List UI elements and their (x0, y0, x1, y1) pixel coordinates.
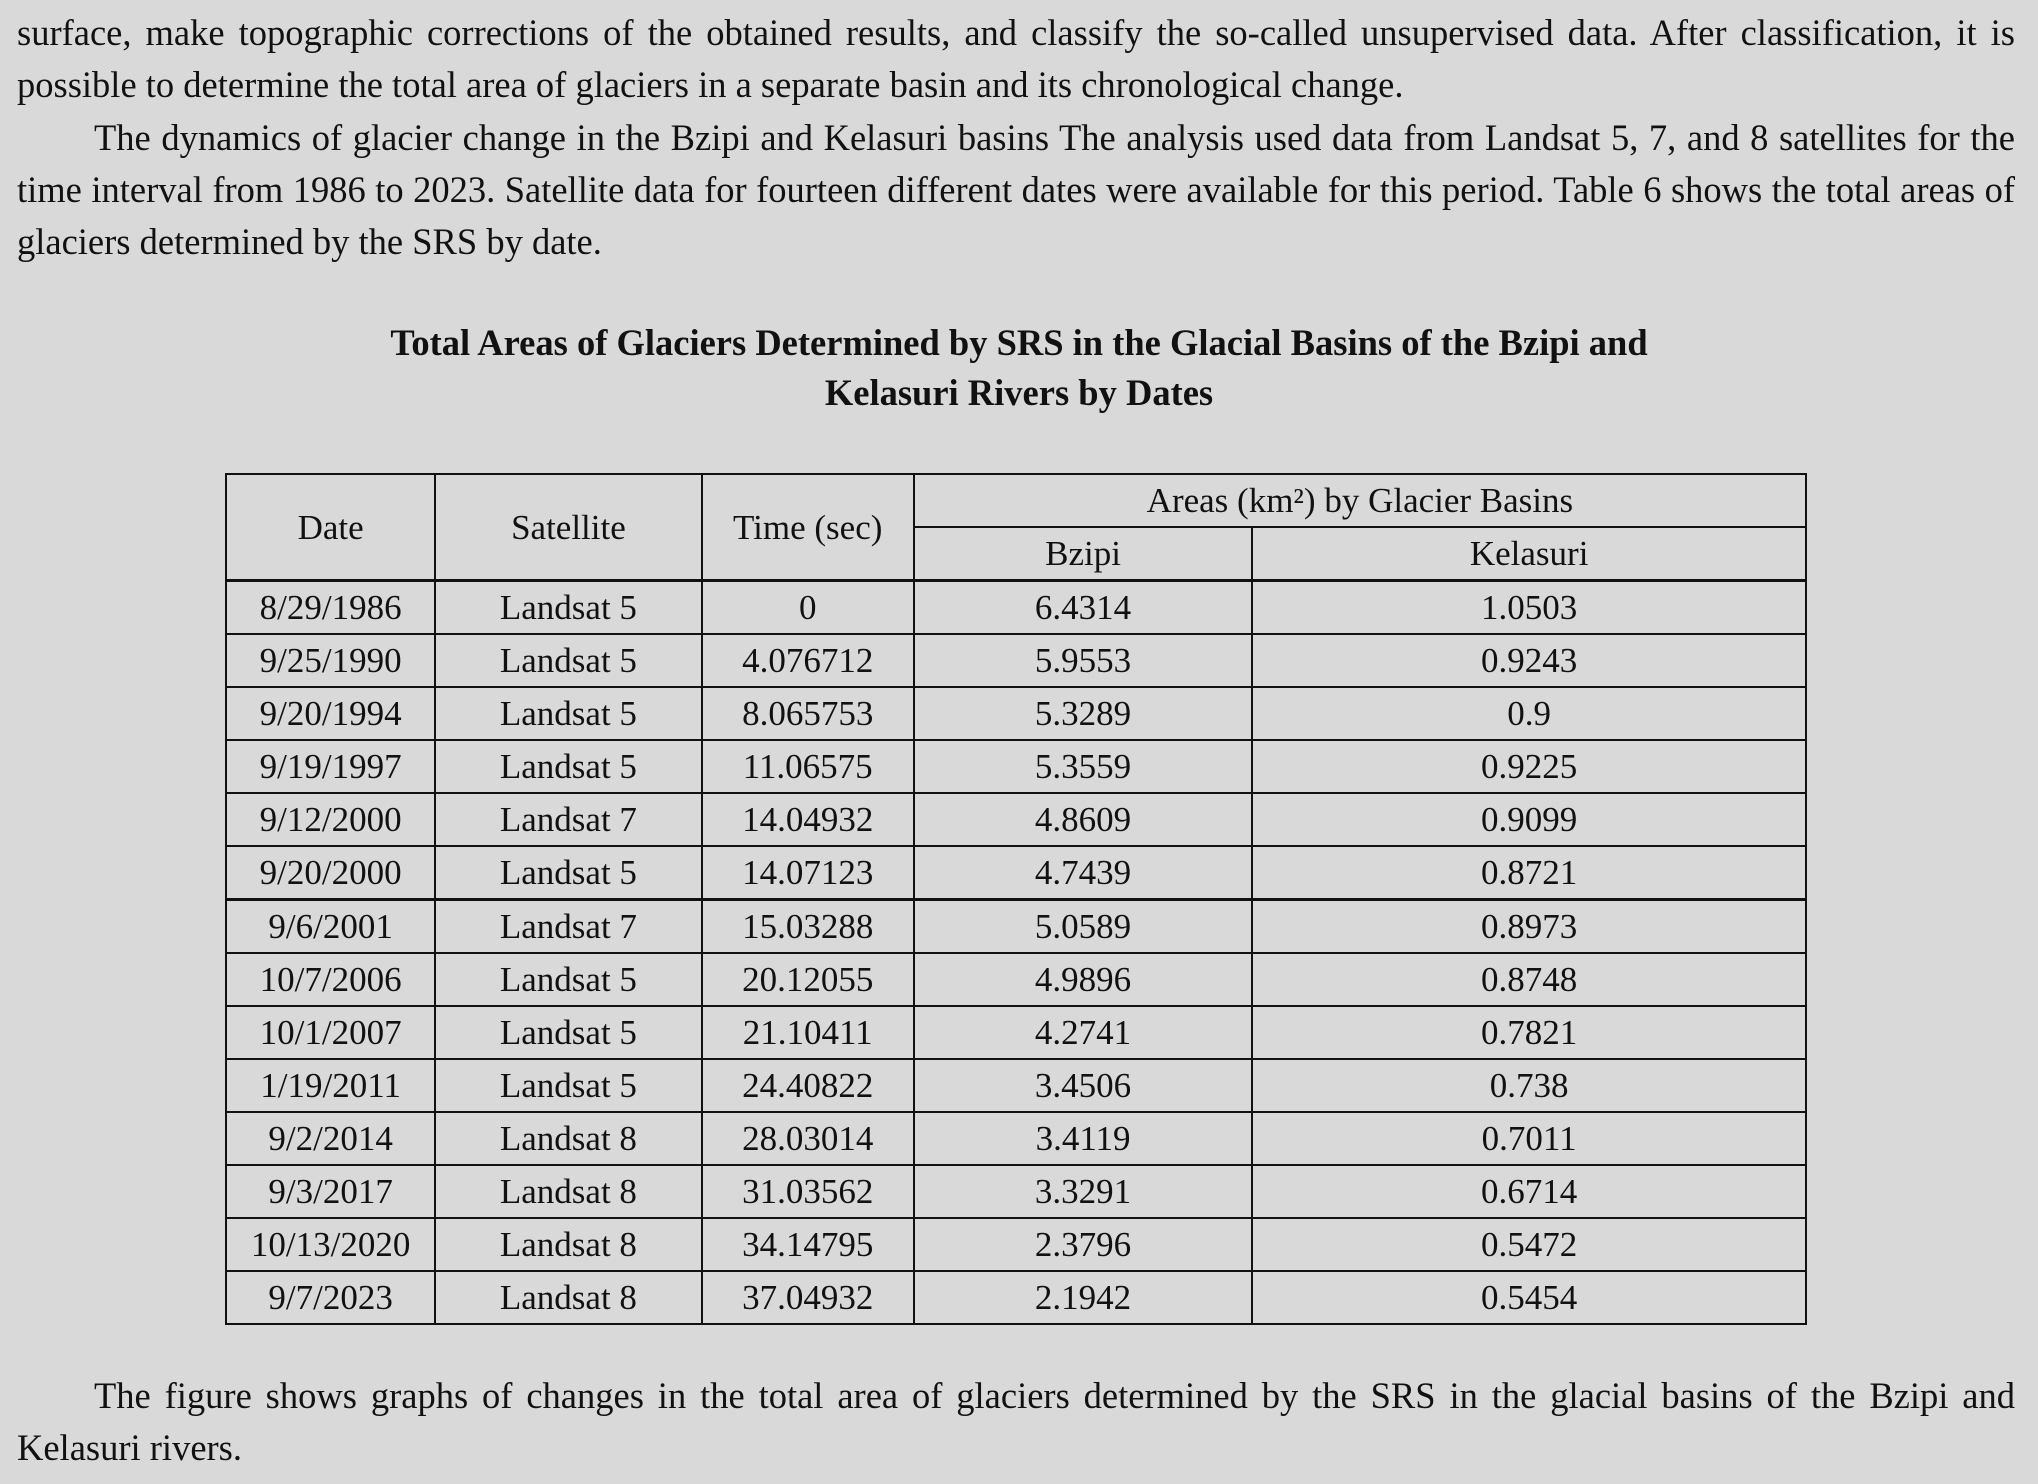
table-row (226, 900, 1806, 954)
header-date: Date (226, 474, 435, 581)
header-areas-group: Areas (km²) by Glacier Basins (914, 474, 1806, 527)
cell-time: 8.065753 (702, 687, 914, 740)
cell-date: 9/2/2014 (226, 1112, 435, 1165)
cell-satellite: Landsat 5 (435, 634, 701, 687)
cell-time: 31.03562 (702, 1165, 914, 1218)
cell-kelasuri: 0.6714 (1252, 1165, 1806, 1218)
cell-date: 9/25/1990 (226, 634, 435, 687)
cell-kelasuri: 0.738 (1252, 1059, 1806, 1112)
header-satellite: Satellite (435, 474, 701, 581)
cell-satellite: Landsat 8 (435, 1271, 701, 1324)
cell-date: 9/20/1994 (226, 687, 435, 740)
table-row (226, 687, 1806, 740)
body-paragraph-2: The dynamics of glacier change in the Bzipi and Kelasuri basins The analysis used data from Landsat 5, 7, and 8 satellites for the time interval from 1986 to 2023. Satellite data for fourteen different dates were available for this period. Table 6 shows the total areas of glaciers determined by the SRS by date. (17, 117, 2015, 262)
cell-bzipi: 4.2741 (914, 1006, 1252, 1059)
cell-satellite: Landsat 7 (435, 900, 701, 954)
cell-date: 10/13/2020 (226, 1218, 435, 1271)
cell-satellite: Landsat 5 (435, 740, 701, 793)
body-paragraph-3: The figure shows graphs of changes in the total area of glaciers determined by the SRS in the glacial basins of the Bzipi and Kelasuri rivers. (17, 1375, 2015, 1468)
table-caption (0, 318, 2038, 418)
table-row (226, 634, 1806, 687)
cell-bzipi: 3.3291 (914, 1165, 1252, 1218)
cell-kelasuri: 0.9099 (1252, 793, 1806, 846)
cell-kelasuri: 1.0503 (1252, 581, 1806, 635)
cell-time: 4.076712 (702, 634, 914, 687)
cell-bzipi: 2.3796 (914, 1218, 1252, 1271)
cell-time: 0 (702, 581, 914, 635)
table-row (226, 1165, 1806, 1218)
table-body (226, 581, 1806, 1325)
cell-satellite: Landsat 8 (435, 1165, 701, 1218)
cell-kelasuri: 0.8973 (1252, 900, 1806, 954)
cell-bzipi: 6.4314 (914, 581, 1252, 635)
cell-satellite: Landsat 8 (435, 1218, 701, 1271)
cell-satellite: Landsat 5 (435, 846, 701, 900)
header-bzipi: Bzipi (914, 527, 1252, 581)
cell-bzipi: 5.3289 (914, 687, 1252, 740)
cell-bzipi: 4.9896 (914, 953, 1252, 1006)
header-time: Time (sec) (702, 474, 914, 581)
table-caption-line-2: Kelasuri Rivers by Dates (824, 372, 1214, 413)
cell-bzipi: 4.8609 (914, 793, 1252, 846)
table-row (226, 1271, 1806, 1324)
cell-kelasuri: 0.8721 (1252, 846, 1806, 900)
table-row (226, 1059, 1806, 1112)
cell-kelasuri: 0.9225 (1252, 740, 1806, 793)
glacier-area-table (225, 473, 1807, 1325)
cell-date: 1/19/2011 (226, 1059, 435, 1112)
cell-time: 28.03014 (702, 1112, 914, 1165)
table-row (226, 1112, 1806, 1165)
cell-kelasuri: 0.7011 (1252, 1112, 1806, 1165)
table-row (226, 581, 1806, 635)
cell-satellite: Landsat 5 (435, 953, 701, 1006)
cell-date: 9/3/2017 (226, 1165, 435, 1218)
cell-kelasuri: 0.9 (1252, 687, 1806, 740)
table-row (226, 953, 1806, 1006)
cell-time: 34.14795 (702, 1218, 914, 1271)
cell-date: 9/7/2023 (226, 1271, 435, 1324)
table-row (226, 1006, 1806, 1059)
cell-date: 10/7/2006 (226, 953, 435, 1006)
cell-time: 11.06575 (702, 740, 914, 793)
cell-time: 21.10411 (702, 1006, 914, 1059)
cell-kelasuri: 0.7821 (1252, 1006, 1806, 1059)
cell-time: 37.04932 (702, 1271, 914, 1324)
cell-satellite: Landsat 5 (435, 687, 701, 740)
cell-date: 9/12/2000 (226, 793, 435, 846)
cell-kelasuri: 0.9243 (1252, 634, 1806, 687)
cell-bzipi: 3.4119 (914, 1112, 1252, 1165)
table-row (226, 793, 1806, 846)
cell-date: 9/6/2001 (226, 900, 435, 954)
cell-time: 14.04932 (702, 793, 914, 846)
table-row (226, 740, 1806, 793)
cell-kelasuri: 0.5454 (1252, 1271, 1806, 1324)
cell-kelasuri: 0.8748 (1252, 953, 1806, 1006)
cell-date: 9/19/1997 (226, 740, 435, 793)
cell-bzipi: 5.9553 (914, 634, 1252, 687)
cell-time: 20.12055 (702, 953, 914, 1006)
cell-time: 14.07123 (702, 846, 914, 900)
table-row (226, 846, 1806, 900)
cell-time: 24.40822 (702, 1059, 914, 1112)
cell-bzipi: 5.3559 (914, 740, 1252, 793)
table-caption-line-1: Total Areas of Glaciers Determined by SRS in the Glacial Basins of the Bzipi and (390, 322, 1648, 363)
cell-satellite: Landsat 8 (435, 1112, 701, 1165)
cell-bzipi: 3.4506 (914, 1059, 1252, 1112)
cell-satellite: Landsat 5 (435, 1059, 701, 1112)
body-paragraph-1: surface, make topographic corrections of the obtained results, and classify the so-called unsupervised data. After classification, it is possible to determine the total area of glaciers in a separate basin and its chronological change. (17, 12, 2015, 105)
cell-bzipi: 4.7439 (914, 846, 1252, 900)
cell-bzipi: 5.0589 (914, 900, 1252, 954)
cell-time: 15.03288 (702, 900, 914, 954)
cell-satellite: Landsat 7 (435, 793, 701, 846)
header-kelasuri: Kelasuri (1252, 527, 1806, 581)
cell-bzipi: 2.1942 (914, 1271, 1252, 1324)
cell-kelasuri: 0.5472 (1252, 1218, 1806, 1271)
cell-satellite: Landsat 5 (435, 1006, 701, 1059)
table-header (226, 474, 1806, 581)
cell-date: 8/29/1986 (226, 581, 435, 635)
cell-date: 9/20/2000 (226, 846, 435, 900)
cell-satellite: Landsat 5 (435, 581, 701, 635)
table-row (226, 1218, 1806, 1271)
cell-date: 10/1/2007 (226, 1006, 435, 1059)
